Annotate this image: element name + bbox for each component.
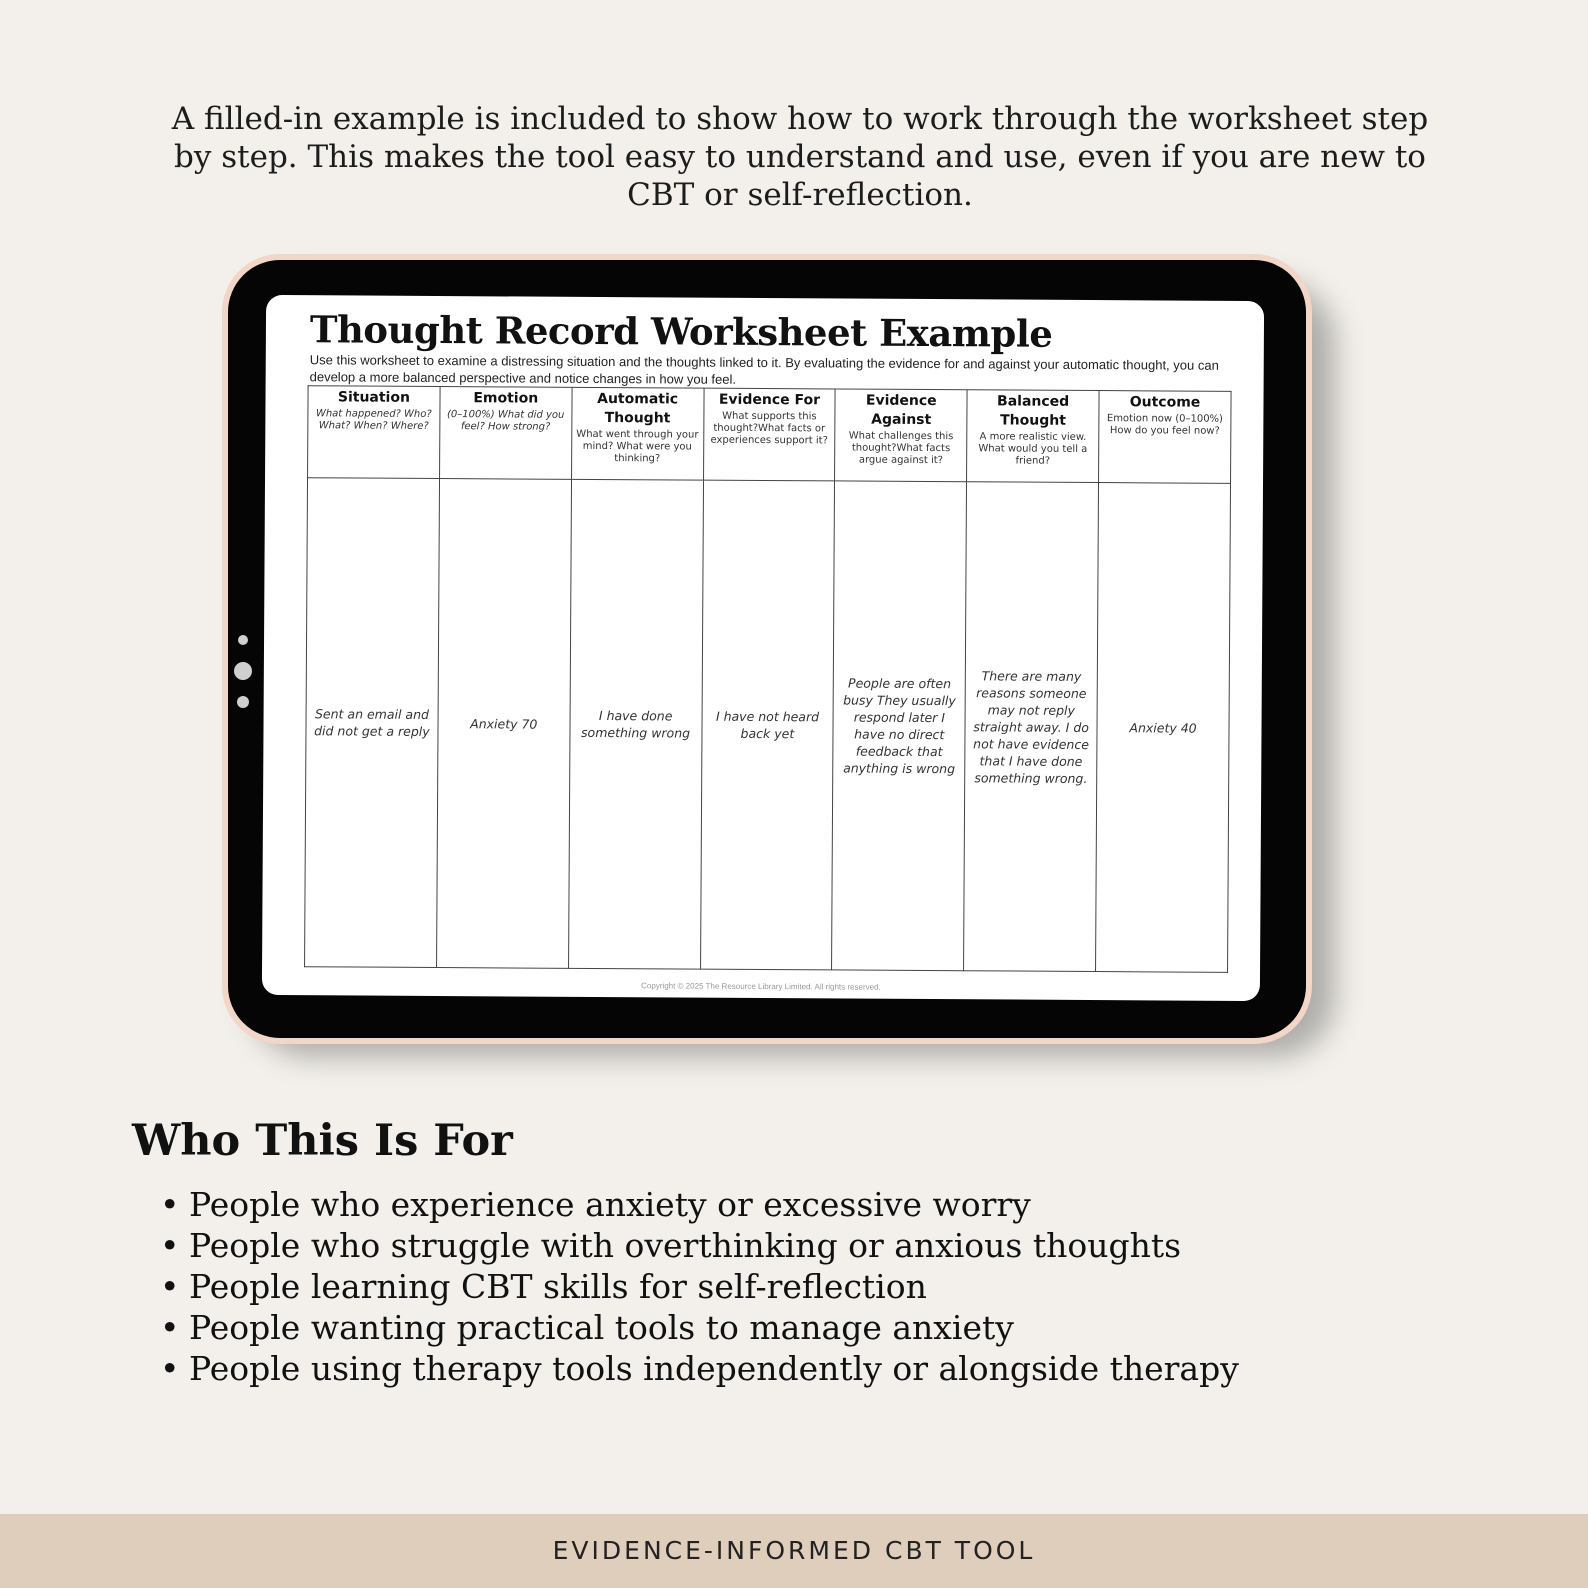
tablet-device	[222, 254, 1312, 1044]
column-title: Evidence For	[718, 391, 821, 409]
column-hint: What happened? Who? What? When? Where?	[315, 408, 432, 432]
column-hint: What challenges this thought?What facts argue against it?	[848, 430, 954, 467]
column-title: Automatic Thought	[597, 390, 679, 427]
bullet-icon: •	[160, 1308, 180, 1347]
bullet-icon: •	[160, 1267, 180, 1306]
list-item-text: People using therapy tools independently or alongside therapy	[189, 1349, 1239, 1388]
table-cell-evidence-against: People are often busy They usually respond later I have no direct feedback that anything is wrong	[832, 481, 967, 971]
table-header-row	[308, 386, 1232, 484]
column-header	[835, 389, 967, 482]
worksheet-description: Use this worksheet to examine a distressing situation and the thoughts linked to it. By evaluating the evidence for and against your automatic thought, you can develop a more balanced perspective and notice changes in how you feel.	[309, 352, 1219, 387]
worksheet-title: Thought Record Worksheet Example	[309, 307, 1053, 356]
column-hint: What went through your mind? What were you thinking?	[576, 428, 699, 465]
column-hint: A more realistic view. What would you tell a friend?	[978, 431, 1088, 467]
column-hint: (0–100%) What did you feel? How strong?	[446, 409, 565, 433]
column-header	[571, 387, 703, 480]
footer-text: EVIDENCE-INFORMED CBT TOOL	[552, 1536, 1036, 1565]
table-cell-emotion: Anxiety 70	[436, 479, 571, 969]
column-header	[308, 386, 440, 479]
column-header	[1099, 391, 1231, 484]
camera-lens	[234, 662, 252, 680]
camera-dot-top	[238, 635, 248, 645]
list-item	[160, 1225, 1239, 1266]
bullet-icon: •	[160, 1349, 180, 1388]
worksheet-table	[304, 385, 1232, 973]
list-item-text: People learning CBT skills for self-reflection	[189, 1267, 927, 1306]
column-hint: What supports this thought?What facts or experiences support it?	[710, 410, 828, 447]
list-item	[160, 1348, 1239, 1389]
table-row	[305, 478, 1231, 973]
column-title: Evidence Against	[865, 392, 937, 429]
column-title: Balanced Thought	[997, 393, 1070, 429]
table-cell-situation: Sent an email and did not get a reply	[305, 478, 440, 968]
table-cell-outcome: Anxiety 40	[1096, 483, 1231, 973]
table-cell-evidence-for: I have not heard back yet	[700, 480, 835, 970]
list-item-text: People who struggle with overthinking or anxious thoughts	[189, 1226, 1182, 1265]
column-header	[703, 388, 835, 481]
tablet-screen	[262, 295, 1264, 1001]
list-item	[160, 1307, 1239, 1348]
bullet-icon: •	[160, 1185, 180, 1224]
column-header	[967, 390, 1099, 483]
table-cell-automatic-thought: I have done something wrong	[568, 479, 703, 969]
who-section-title: Who This Is For	[132, 1116, 513, 1166]
bullet-icon: •	[160, 1226, 180, 1265]
column-title: Situation	[337, 389, 411, 406]
intro-text: A filled-in example is included to show how to work through the worksheet step by step. This makes the tool easy to understand and use, even if you are new to CBT or self-reflection.	[171, 101, 1429, 213]
column-title: Emotion	[473, 390, 539, 407]
list-item	[160, 1266, 1239, 1307]
column-hint: Emotion now (0–100%) How do you feel now?	[1106, 413, 1224, 437]
list-item-text: People who experience anxiety or excessive worry	[189, 1185, 1031, 1224]
table-cell-balanced-thought: There are many reasons someone may not reply straight away. I do not have evidence that I have done something wrong.	[964, 482, 1099, 972]
tablet-bezel	[228, 260, 1306, 1038]
column-title: Outcome	[1129, 394, 1201, 411]
list-item	[160, 1184, 1239, 1225]
who-list	[160, 1184, 1239, 1389]
camera-dot-bottom	[237, 696, 249, 708]
footer-banner	[0, 1514, 1588, 1588]
list-item-text: People wanting practical tools to manage anxiety	[189, 1308, 1014, 1347]
column-header	[439, 387, 571, 480]
copyright-text: Copyright © 2025 The Resource Library Limited. All rights reserved.	[641, 981, 881, 992]
